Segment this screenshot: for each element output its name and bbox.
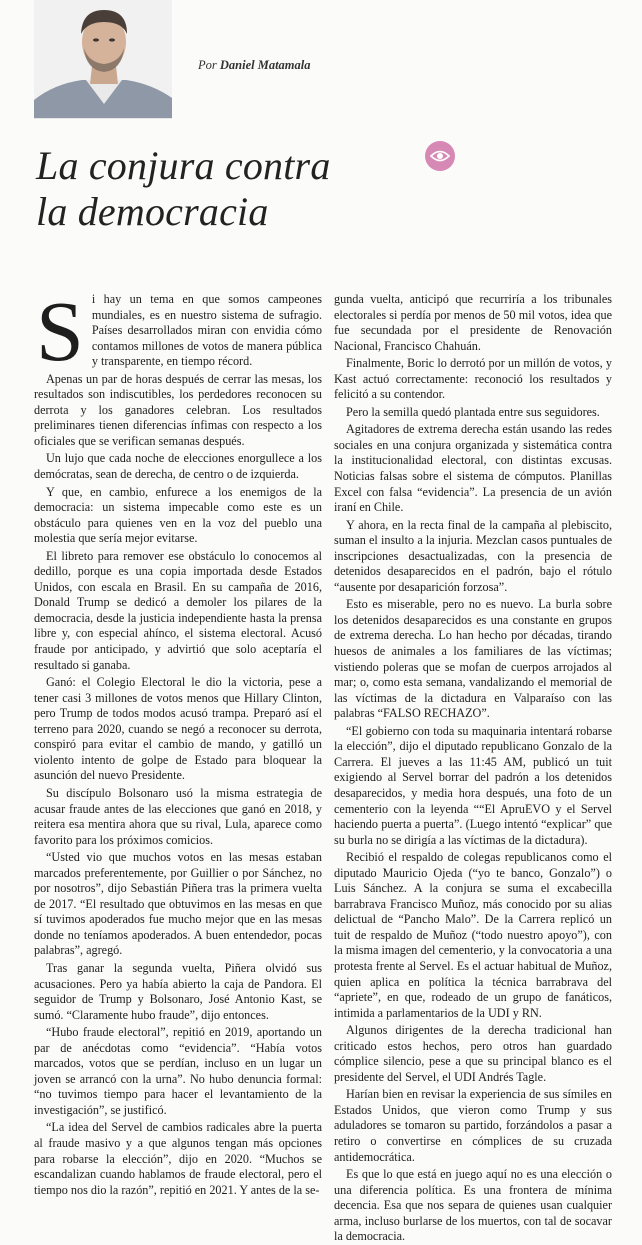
headline-line-2: la democracia — [36, 189, 269, 234]
byline — [198, 58, 311, 73]
headline-line-1: La conjura contra — [36, 143, 331, 188]
paragraph: Esto es miserable, pero no es nuevo. La burla sobre los detenidos desaparecidos es una constante en grupos de extrema derecha. Lo han hecho por décadas, tirando huesos de animales a los familiares de las víctimas; vistiendo poleras que se mofan de cuerpos arrojados al mar; o, como esta semana, vandalizando el memorial de las víctimas de la dictadura en Valparaíso con las palabras “FALSO RECHAZO”. — [334, 597, 612, 721]
paragraph: Su discípulo Bolsonaro usó la misma estrategia de acusar fraude antes de las elecciones que ganó en 2018, y reitera esa mentira ahora que su rival, Lula, aparece como favorito para los próximos comicios. — [34, 785, 322, 847]
paragraph: Y que, en cambio, enfurece a los enemigos de la democracia: un sistema impecable como este es un obstáculo para quienes ven en la voz del pueblo una molestia que sería mejor evitarse. — [34, 484, 322, 546]
paragraph: “Hubo fraude electoral”, repitió en 2019, aportando un par de anécdotas como “evidencia”. “Había votos marcados, votos que se perdían, incluso en un lugar un joven se arrancó con la urna”. No hubo denuncia formal: “no tuvimos tiempo para hacer el levantamiento de la investigación”, se justificó. — [34, 1025, 322, 1117]
paragraph: El libreto para remover ese obstáculo lo conocemos al dedillo, porque es una copia importada desde Estados Unidos, con escala en Brasil. En su campaña de 2016, Donald Trump se dedicó a demoler los pilares de la democracia, desde la justicia independiente hasta la prensa libre y, con especial ahínco, el sistema electoral. Acusó fraude por anticipado, y advirtió que solo aceptaría el resultado si ganaba. — [34, 548, 322, 672]
paragraph: “La idea del Servel de cambios radicales abre la puerta al fraude masivo y a que algunos tengan más opciones para robarse la elección”, dijo en 2020. “Muchos se escandalizan cuando hablamos de fraude electoral, pero el tiempo nos dio la razón”, repitió en 2021. Y antes de la se- — [34, 1120, 322, 1197]
paragraph: Apenas un par de horas después de cerrar las mesas, los resultados son indiscutibles, los perdedores reconocen su derrota y los ganadores celebran. Los resultados preliminares tienen diferencias ínfimas con respecto a los oficiales que se verifican semanas después. — [34, 371, 322, 448]
byline-prefix: Por — [198, 58, 217, 72]
paragraph: gunda vuelta, anticipó que recurriría a los tribunales electorales si perdía por menos de 50 mil votos, idea que fue secundada por el presidente de Renovación Nacional, Francisco Chahuán. — [334, 292, 612, 353]
paragraph: Un lujo que cada noche de elecciones enorgullece a los demócratas, sean de derecha, de centro o de izquierda. — [34, 451, 322, 482]
paragraph: Algunos dirigentes de la derecha tradicional han criticado estos hechos, pero otros han guardado cómplice silencio, pese a que su principal blanco es el presidente del Servel, el UDI Andrés Tagle. — [334, 1023, 612, 1084]
eye-icon — [425, 141, 455, 171]
paragraph: Y ahora, en la recta final de la campaña al plebiscito, suman el insulto a la injuria. Mezclan casos puntuales de inscripciones desactualizadas, con la presencia de detenidos desaparecidos en el padrón, bajo el rótulo “ausente por desaparición forzosa”. — [334, 517, 612, 594]
article-column-right — [334, 292, 612, 1244]
paragraph: “Usted vio que muchos votos en las mesas estaban marcados preferentemente, por Guillier o por Sánchez, no por nosotros”, dijo Sebastián Piñera tras la primera vuelta de 2017. “El resultado que obtuvimos en las mesas en que sí tuvimos apoderados fue mucho mejor que en las mesas donde no teníamos apoderados. A buen entendedor, pocas palabras”, agregó. — [34, 850, 322, 958]
paragraph: Recibió el respaldo de colegas republicanos como el diputado Mauricio Ojeda (“yo te banco, Gonzalo”) o Luis Sánchez. A la conjura se suma el excabecilla barrabrava Francisco Muñoz, más conocido por su alias delictual de “Pancho Malo”. De la Carrera replicó un tuit de respaldo de Muñoz (“todo nuestro apoyo”), con la misma imagen del cementerio, y la convocatoria a una protesta frente al Servel. Es el actuar habitual de Muñoz, quien aplica en política la técnica barrabrava del “apriete”, en que, rodeado de un grupo de fanáticos, intimida a parlamentarios de la UDI y RN. — [334, 850, 612, 1020]
paragraph: Ganó: el Colegio Electoral le dio la victoria, pese a tener casi 3 millones de votos menos que Hillary Clinton, pero Trump de todos modos acusó trampa. Preparó así el terreno para 2020, cuando se negó a reconocer su derrota, conspiró para evitar el cambio de mando, y gatilló un violento intento de golpe de Estado para bloquear la asunción del nuevo Presidente. — [34, 675, 322, 783]
paragraph: Es que lo que está en juego aquí no es una elección o una diferencia política. Es una frontera de mínima decencia. Esa que nos separa de quienes usan cualquier arma, incluso burlarse de los muertos, con tal de socavar la democracia. — [334, 1167, 612, 1244]
paragraph: “El gobierno con toda su maquinaria intentará robarse la elección”, dijo el diputado republicano Gonzalo de la Carrera. El jueves a las 11:45 AM, publicó un tuit exigiendo al Servel borrar del padrón a los detenidos desaparecidos, y media hora después, una foto de un cementerio con la leyenda ““El ApruEVO y el Servel haciendo puerta a puerta”. (Luego intentó “explicar” que su burla no se dirigía a las víctimas de la dictadura). — [334, 723, 612, 847]
paragraph: Si hay un tema en que somos campeones mundiales, es en nuestro sistema de sufragio. Países desarrollados miran con envidia cómo contamos millones de votos de manera pública y transparente, en tiempo récord. — [36, 283, 322, 379]
paragraph: Harían bien en revisar la experiencia de sus símiles en Estados Unidos, que vieron como Trump y sus aduladores se tomaron su partido, forzándolos a pasar a retiro o convertirse en cómplices de su cruzada antidemocrática. — [334, 1087, 612, 1164]
article-column-left — [34, 283, 322, 1197]
paragraph: Tras ganar la segunda vuelta, Piñera olvidó sus acusaciones. Pero ya había abierto la caja de Pandora. El seguidor de Trump y Bolsonaro, José Antonio Kast, se sumó. “Claramente hubo fraude”, dijo entonces. — [34, 960, 322, 1022]
author-photo — [34, 0, 172, 119]
paragraph: Pero la semilla quedó plantada entre sus seguidores. — [346, 404, 600, 419]
paragraph: Agitadores de extrema derecha están usando las redes sociales en una conjura organizada y sistemática contra la institucionalidad electoral, con distintas excusas. Noticias falsas sobre el sistema de cómputos. Planillas Excel con falsa “evidencia”. La presencia de un avión iraní en Chile. — [334, 422, 612, 515]
paragraph: Finalmente, Boric lo derrotó por un millón de votos, y Kast actuó correctamente: reconoció los resultados y felicitó a su contendor. — [334, 356, 612, 402]
article-headline — [36, 143, 556, 235]
drop-cap: S — [36, 283, 84, 379]
byline-author: Daniel Matamala — [219, 58, 311, 72]
